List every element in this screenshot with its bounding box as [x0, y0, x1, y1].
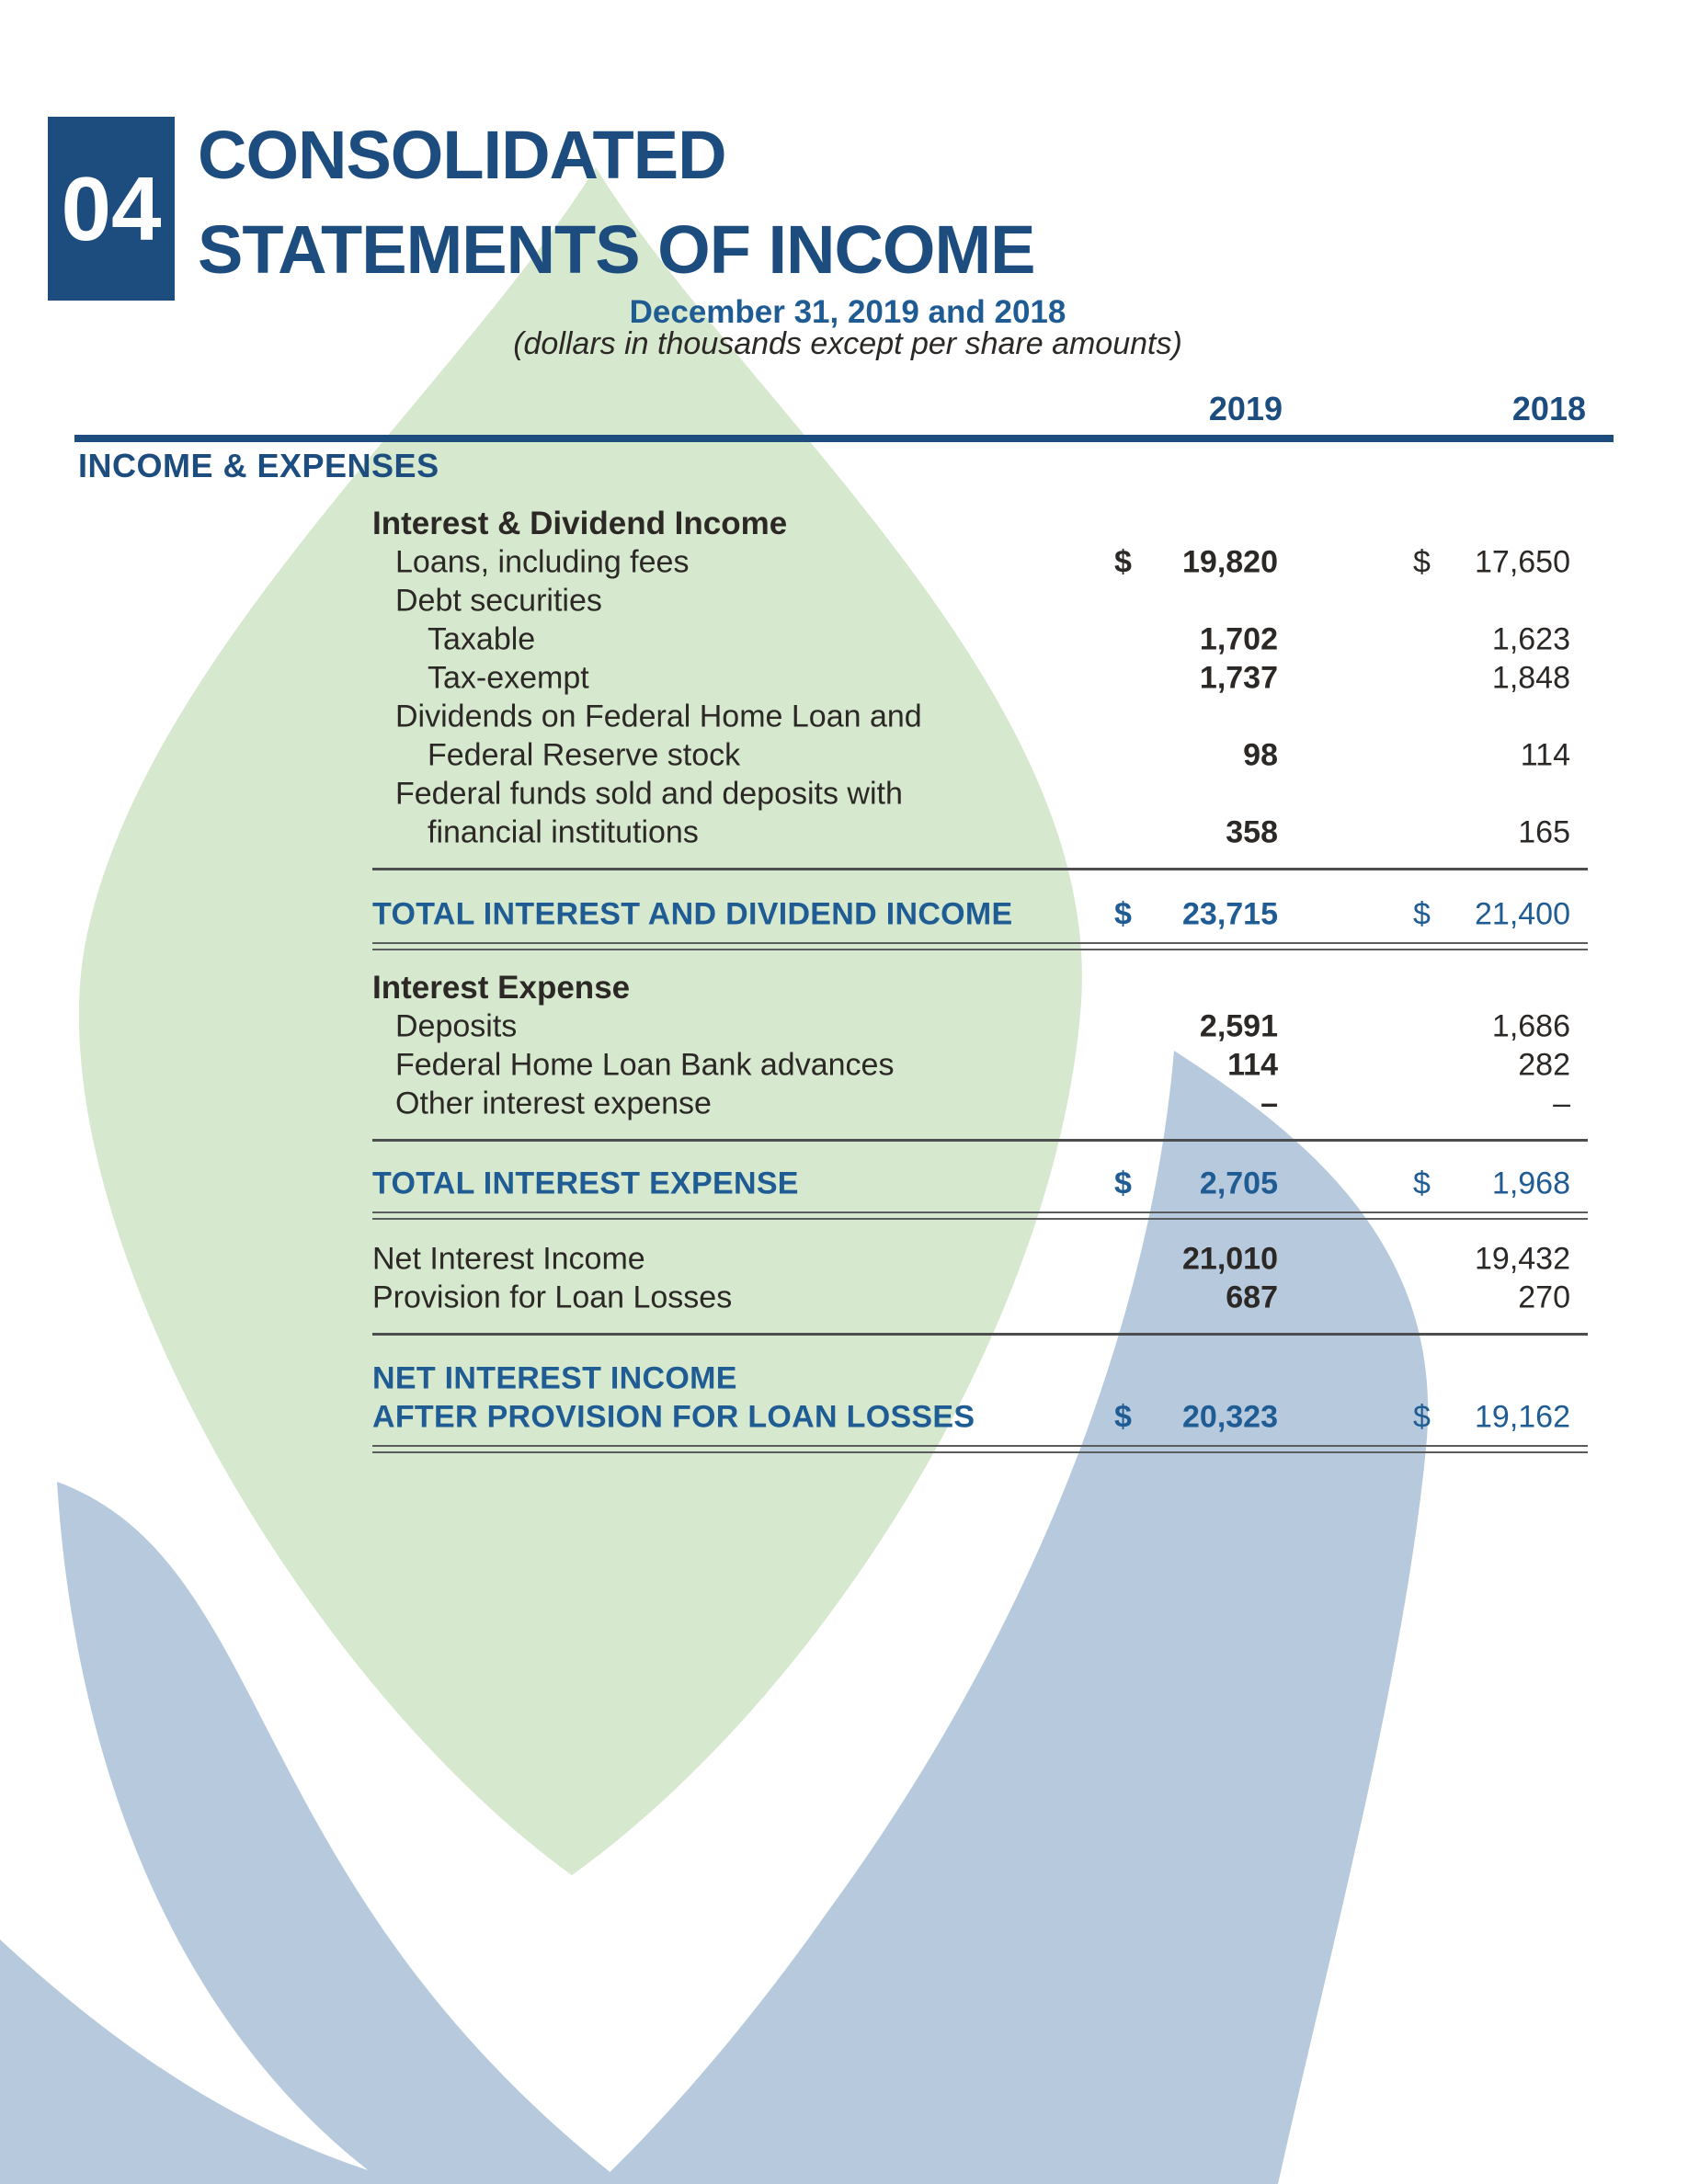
dollar-sign-2018: $: [1413, 544, 1431, 580]
page-title-line2: STATEMENTS OF INCOME: [198, 211, 1035, 288]
value-2018: –: [1553, 1086, 1570, 1121]
statement-table: [0, 505, 1688, 1459]
value-2019: 21,010: [1182, 1241, 1278, 1277]
table-row: [0, 736, 1688, 775]
value-2018: 1,686: [1491, 1008, 1570, 1044]
dollar-sign-2019: $: [1114, 1166, 1132, 1201]
dollar-sign-2019: $: [1114, 1399, 1132, 1435]
row-spacer: [0, 1341, 1688, 1359]
value-2018: 21,400: [1475, 896, 1570, 932]
value-2018: 1,968: [1491, 1166, 1570, 1201]
table-row: [0, 659, 1688, 698]
row-label: financial institutions: [428, 814, 699, 850]
value-2018: 19,432: [1475, 1241, 1570, 1277]
column-header-2019: 2019: [1208, 390, 1283, 427]
table-row: [0, 698, 1688, 736]
rule-line: [372, 1139, 1588, 1142]
table-row: [0, 1279, 1688, 1317]
section-number-badge: 04: [48, 117, 175, 301]
value-2018: 1,623: [1491, 621, 1570, 657]
value-2019: 114: [1227, 1047, 1278, 1083]
row-label: Loans, including fees: [395, 544, 690, 580]
table-row: [0, 543, 1688, 582]
value-2018: 19,162: [1475, 1399, 1570, 1435]
value-2019: 687: [1226, 1280, 1278, 1315]
dollar-sign-2018: $: [1413, 1166, 1431, 1201]
row-label: Federal Reserve stock: [428, 737, 741, 773]
rule-line-top: [372, 1445, 1588, 1447]
row-label: Dividends on Federal Home Loan and: [395, 699, 922, 734]
row-label: Taxable: [428, 621, 536, 657]
value-2019: 19,820: [1182, 544, 1278, 580]
column-header-2018: 2018: [1511, 390, 1586, 427]
table-row: [0, 895, 1688, 934]
divider-rule: [0, 1317, 1688, 1341]
rule-line: [372, 1333, 1588, 1336]
value-2019: 2,705: [1199, 1166, 1278, 1201]
rule-line-bottom: [372, 1451, 1588, 1453]
value-2018: 114: [1520, 737, 1570, 773]
table-row: [0, 1007, 1688, 1046]
row-label: Federal Home Loan Bank advances: [395, 1047, 895, 1083]
value-2019: –: [1260, 1086, 1278, 1121]
table-row: [0, 1165, 1688, 1203]
rule-line-bottom: [372, 1218, 1588, 1220]
table-row: [0, 1240, 1688, 1279]
value-2019: 1,737: [1199, 660, 1278, 696]
dollar-sign-2018: $: [1413, 1399, 1431, 1435]
value-2018: 282: [1518, 1047, 1570, 1083]
dollar-sign-2019: $: [1114, 896, 1132, 932]
table-row: [0, 775, 1688, 813]
table-row: [0, 1085, 1688, 1123]
value-2018: 270: [1518, 1280, 1570, 1315]
row-label: NET INTEREST INCOME: [372, 1360, 737, 1396]
statement-date-subtitle: December 31, 2019 and 2018: [629, 294, 1066, 330]
rule-line-top: [372, 1211, 1588, 1213]
value-2019: 23,715: [1182, 896, 1278, 932]
table-row: [0, 1046, 1688, 1085]
rule-line-top: [372, 942, 1588, 944]
rule-line-bottom: [372, 949, 1588, 950]
double-rule: [0, 1437, 1688, 1459]
row-label: TOTAL INTEREST AND DIVIDEND INCOME: [372, 896, 1013, 932]
dollar-sign-2018: $: [1413, 896, 1431, 932]
value-2019: 98: [1243, 737, 1278, 773]
row-label: Interest & Dividend Income: [372, 506, 788, 541]
row-label: Net Interest Income: [372, 1241, 645, 1277]
row-spacer: [0, 1225, 1688, 1240]
units-note: (dollars in thousands except per share amounts): [513, 326, 1182, 361]
row-label: Deposits: [395, 1008, 518, 1044]
value-2019: 1,702: [1199, 621, 1278, 657]
dollar-sign-2019: $: [1114, 544, 1132, 580]
row-label: TOTAL INTEREST EXPENSE: [372, 1166, 799, 1201]
row-spacer: [0, 956, 1688, 969]
header-rule: [74, 435, 1614, 442]
table-row: [0, 1359, 1688, 1398]
value-2018: 165: [1518, 814, 1570, 850]
table-row: [0, 1398, 1688, 1437]
row-label: Debt securities: [395, 583, 602, 619]
divider-rule: [0, 1123, 1688, 1147]
row-label: AFTER PROVISION FOR LOAN LOSSES: [372, 1399, 975, 1435]
table-row: [0, 582, 1688, 620]
value-2018: 1,848: [1491, 660, 1570, 696]
row-label: Tax-exempt: [428, 660, 589, 696]
row-label: Federal funds sold and deposits with: [395, 776, 903, 812]
table-row: [0, 620, 1688, 659]
table-row: [0, 505, 1688, 543]
value-2019: 20,323: [1182, 1399, 1278, 1435]
row-spacer: [0, 1147, 1688, 1165]
section-label: INCOME & EXPENSES: [78, 447, 439, 484]
table-row: [0, 969, 1688, 1007]
double-rule: [0, 1203, 1688, 1225]
double-rule: [0, 934, 1688, 956]
row-label: Interest Expense: [372, 970, 631, 1006]
table-row: [0, 813, 1688, 852]
row-label: Other interest expense: [395, 1086, 712, 1121]
row-spacer: [0, 876, 1688, 895]
page-title-line1: CONSOLIDATED: [198, 117, 726, 193]
value-2019: 358: [1226, 814, 1278, 850]
row-label: Provision for Loan Losses: [372, 1280, 733, 1315]
rule-line: [372, 868, 1588, 870]
divider-rule: [0, 852, 1688, 876]
value-2018: 17,650: [1475, 544, 1570, 580]
value-2019: 2,591: [1199, 1008, 1278, 1044]
